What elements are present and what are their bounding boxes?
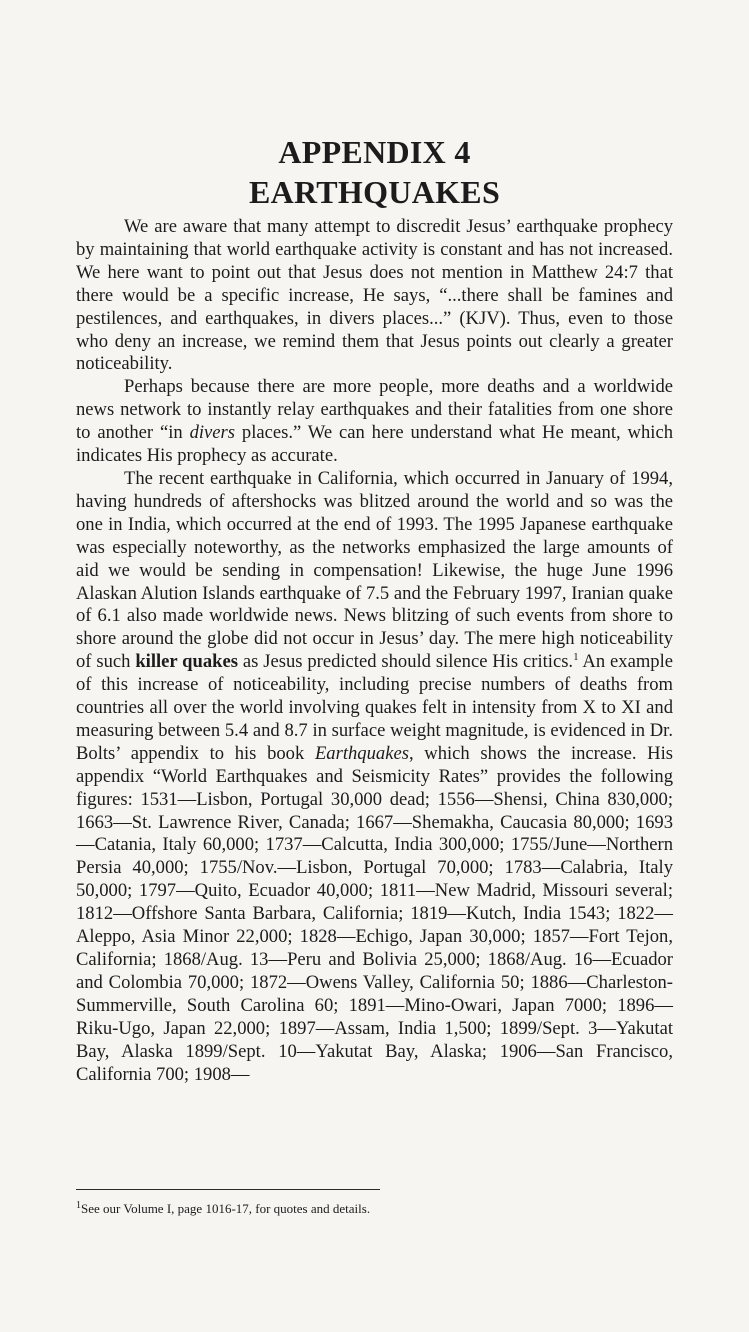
appendix-heading <box>0 132 749 212</box>
paragraph-3-text-c: An example of this increase of noticeability, including precise numbers of deaths from countries all over the world involving quakes felt in intensity from X to XI and measuring between 5.4 and 8.7 in surface weight magnitude, is evidenced in Dr. Bolts’ appendix to his book <box>76 651 673 764</box>
paragraph-1: We are aware that many attempt to discredit Jesus’ earthquake prophecy by maintaining that world earthquake activity is constant and has not increased. We here want to point out that Jesus does not mention in Matthew 24:7 that there would be a specific increase, He says, “...there shall be famines and pestilences, and earthquakes, in divers places...” (KJV). Thus, even to those who deny an increase, we remind them that Jesus points out clearly a greater noticeability. <box>76 216 673 375</box>
paragraph-2-italic: divers <box>189 422 236 444</box>
paragraph-3-bold: killer quakes <box>135 651 238 673</box>
footnote-marker: 1 <box>76 1200 81 1211</box>
paragraph-2-text-a: Perhaps because there are more people, more deaths and a worldwide news network to instantly relay earthquakes and their fatalities from one shore to another “in <box>76 376 673 444</box>
footnote <box>76 1201 676 1217</box>
paragraph-3-text-a: The recent earthquake in California, which occurred in January of 1994, having hundreds of aftershocks was blitzed around the world and so was the one in India, which occurred at the end of 1993. The 1995 Japanese earthquake was especially noteworthy, as the networks emphasized the large amounts of aid we would be sending in compensation! Likewise, the huge June 1996 Alaskan Alution Islands earthquake of 7.5 and the February 1997, Iranian quake of 6.1 also made worldwide news. News blitzing of such events from shore to shore around the globe did not occur in Jesus’ day. The mere high noticeability of such <box>76 467 673 673</box>
footnote-text: See our Volume I, page 1016-17, for quotes and details. <box>81 1201 371 1216</box>
footnote-reference[interactable]: 1 <box>573 651 579 664</box>
appendix-title: EARTHQUAKES <box>248 174 501 210</box>
appendix-number: APPENDIX 4 <box>278 134 471 170</box>
paragraph-2-text-b: places.” We can here understand what He meant, which indicates His prophecy as accurate. <box>76 422 673 467</box>
paragraph-3-text-d: , which shows the increase. His appendix “World Earthquakes and Seismicity Rates” provides the following figures: 1531—Lisbon, Portugal 30,000 dead; 1556—Shensi, China 830,000; 1663—St. Lawrence River, Canada; 1667—Shemakha, Caucasia 80,000; 1693—Catania, Italy 60,000; 1737—Calcutta, India 300,000; 1755/June—Northern Persia 40,000; 1755/Nov.—Lisbon, Portugal 70,000; 1783—Calabria, Italy 50,000; 1797—Quito, Ecuador 40,000; 1811—New Madrid, Missouri several; 1812—Offshore Santa Barbara, California; 1819—Kutch, India 1543; 1822—Aleppo, Asia Minor 22,000; 1828—Echigo, Japan 30,000; 1857—Fort Tejon, California; 1868/Aug. 13—Peru and Bolivia 25,000; 1868/Aug. 16—Ecuador and Colombia 70,000; 1872—Owens Valley, California 50; 1886—Charleston-Summerville, South Carolina 60; 1891—Mino-Owari, Japan 7000; 1896—Riku-Ugo, Japan 22,000; 1897—Assam, India 1,500; 1899/Sept. 3—Yakutat Bay, Alaska 1899/Sept. 10—Yakutat Bay, Alaska; 1906—San Francisco, California 700; 1908— <box>76 742 673 1085</box>
paragraph-3 <box>76 468 673 1086</box>
footnote-divider <box>76 1189 380 1190</box>
book-title: Earthquakes <box>314 742 409 764</box>
body-text <box>76 216 673 1086</box>
paragraph-2 <box>76 376 673 468</box>
paragraph-3-text-b: as Jesus predicted should silence His critics. <box>238 651 574 673</box>
